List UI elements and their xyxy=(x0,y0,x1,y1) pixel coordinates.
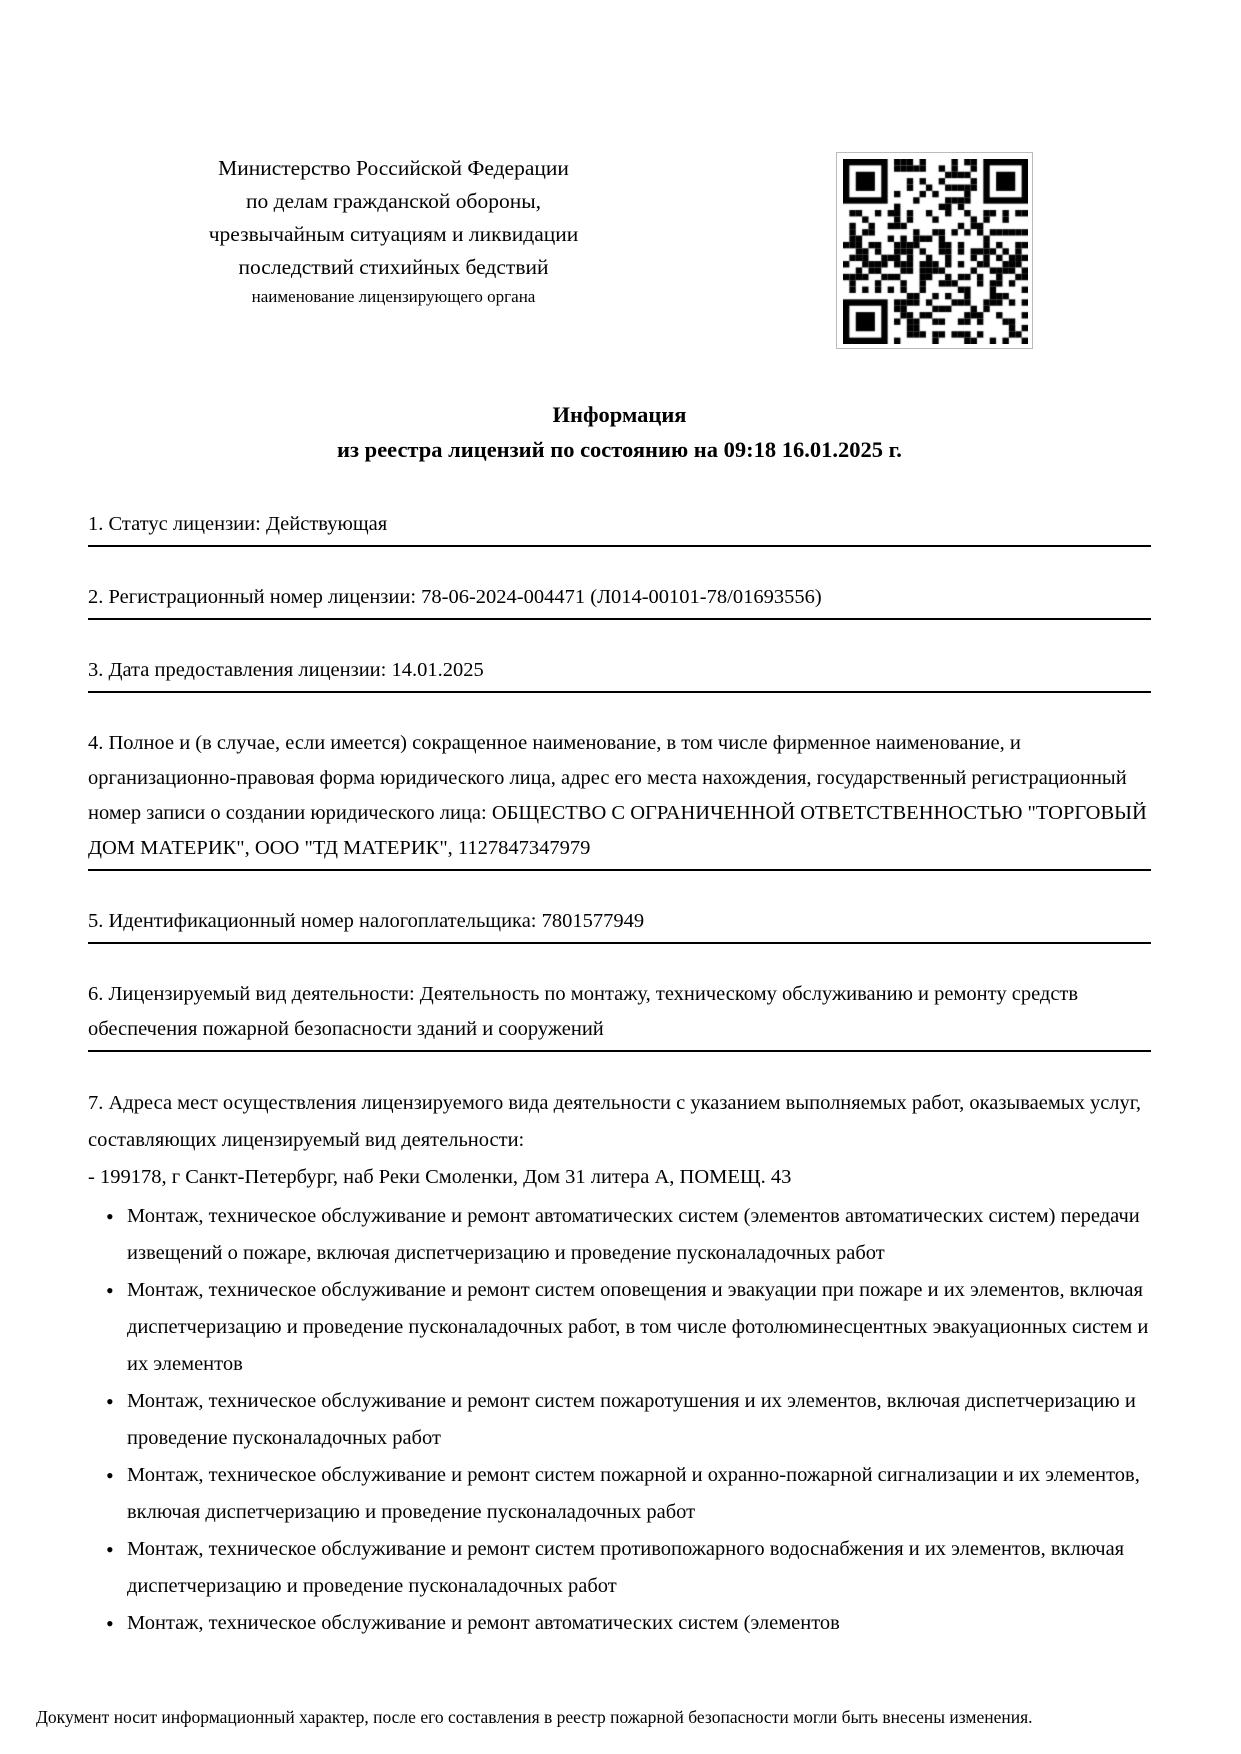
document-title-line2: из реестра лицензий по состоянию на 09:18 16.01.2025 г. xyxy=(337,437,902,462)
licensed-work-item: • Монтаж, техническое обслуживание и ремонт автоматических систем (элементов xyxy=(88,1605,1151,1642)
qr-code-frame xyxy=(836,152,1033,349)
field-taxpayer-id: 5. Идентификационный номер налогоплательщика: 7801577949 xyxy=(88,904,1151,944)
section-activity-addresses xyxy=(88,1085,1151,1642)
licensed-work-item: • Монтаж, техническое обслуживание и ремонт систем пожаротушения и их элементов, включая диспетчеризацию и проведение пусконаладочных работ xyxy=(88,1383,1151,1457)
licensing-authority-caption: наименование лицензирующего органа xyxy=(251,287,536,306)
field-licensed-activity: 6. Лицензируемый вид деятельности: Деятельность по монтажу, техническому обслуживанию и ремонту средств обеспечения пожарной безопасности зданий и сооружений xyxy=(88,977,1151,1052)
document-header xyxy=(88,152,1151,349)
licensing-authority-block xyxy=(116,152,671,309)
field-license-grant-date: 3. Дата предоставления лицензии: 14.01.2025 xyxy=(88,653,1151,693)
licensed-work-item: • Монтаж, техническое обслуживание и ремонт систем противопожарного водоснабжения и их элементов, включая диспетчеризацию и проведение пусконаладочных работ xyxy=(88,1531,1151,1605)
qr-code-icon xyxy=(843,159,1028,344)
field-legal-entity-name: 4. Полное и (в случае, если имеется) сокращенное наименование, в том числе фирменное наименование, и организационно-правовая форма юридического лица, адрес его места нахождения, государственный регистрационный номер записи о создании юридического лица: ОБЩЕСТВО С ОГРАНИЧЕННОЙ ОТВЕТСТВЕННОСТЬЮ "ТОРГОВЫЙ ДОМ МАТЕРИК", ООО "ТД МАТЕРИК", 1127847347979 xyxy=(88,726,1151,871)
field-registration-number: 2. Регистрационный номер лицензии: 78-06-2024-004471 (Л014-00101-78/01693556) xyxy=(88,580,1151,620)
footer-disclaimer: Документ носит информационный характер, после его составления в реестр пожарной безопасности могли быть внесены изменения. xyxy=(36,1707,1033,1727)
activity-address-line: - 199178, г Санкт-Петербург, наб Реки Смоленки, Дом 31 литера А, ПОМЕЩ. 43 xyxy=(88,1166,792,1188)
ministry-line: чрезвычайным ситуациям и ликвидации xyxy=(208,222,579,246)
licensed-work-item: • Монтаж, техническое обслуживание и ремонт автоматических систем (элементов автоматических систем) передачи извещений о пожаре, включая диспетчеризацию и проведение пусконаладочных работ xyxy=(88,1198,1151,1272)
ministry-line: по делам гражданской обороны, xyxy=(245,189,542,213)
activity-addresses-intro: 7. Адреса мест осуществления лицензируемого вида деятельности с указанием выполняемых работ, оказываемых услуг, составляющих лицензируемый вид деятельности: xyxy=(88,1092,1141,1151)
document-title-line1: Информация xyxy=(552,402,687,427)
licensed-work-item: • Монтаж, техническое обслуживание и ремонт систем пожарной и охранно-пожарной сигнализации и их элементов, включая диспетчеризацию и проведение пусконаладочных работ xyxy=(88,1457,1151,1531)
licensed-works-list xyxy=(88,1198,1151,1642)
field-license-status: 1. Статус лицензии: Действующая xyxy=(88,507,1151,547)
licensed-work-item: • Монтаж, техническое обслуживание и ремонт систем оповещения и эвакуации при пожаре и их элементов, включая диспетчеризацию и проведение пусконаладочных работ, в том числе фотолюминесцентных эвакуационных систем и их элементов xyxy=(88,1272,1151,1383)
ministry-line: последствий стихийных бедствий xyxy=(238,255,549,279)
document-title xyxy=(88,397,1151,467)
ministry-line: Министерство Российской Федерации xyxy=(218,156,569,180)
